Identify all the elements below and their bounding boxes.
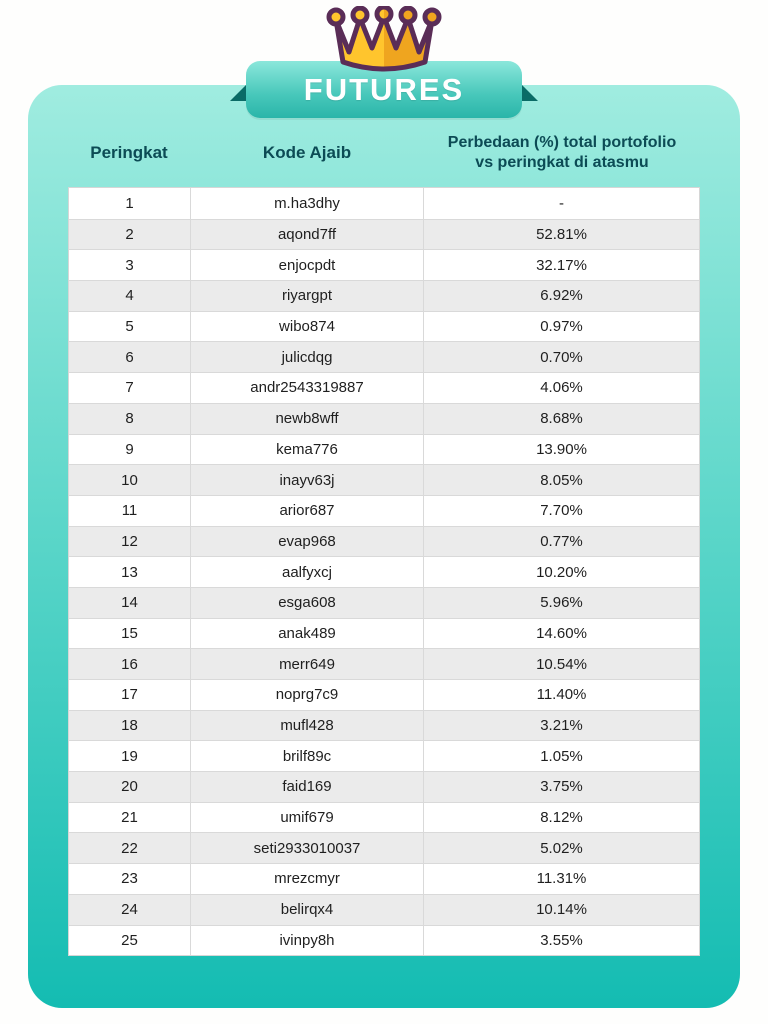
code-cell: wibo874 [190,312,423,342]
code-cell: anak489 [190,619,423,649]
code-cell: arior687 [190,496,423,526]
rank-cell: 22 [121,839,138,857]
rank-cell: 25 [121,931,138,949]
table-row [69,894,699,925]
rank-cell: 3 [125,256,134,274]
table-row [69,403,699,434]
code-cell: andr2543319887 [190,373,423,403]
table-row [69,311,699,342]
table-row [69,648,699,679]
diff-cell: 8.68% [423,404,699,434]
diff-cell: 0.70% [423,342,699,372]
table-row [69,587,699,618]
rank-cell: 18 [121,717,138,735]
diff-cell: 11.31% [423,864,699,894]
rank-cell: 2 [125,226,134,244]
table-row [69,188,699,219]
table-header-diff-line1: Perbedaan (%) total portofolio [447,134,677,151]
diff-cell: 14.60% [423,619,699,649]
table-row [69,925,699,956]
table-row [69,372,699,403]
table-row [69,495,699,526]
leaderboard-card [28,85,740,1008]
table-header-code: Kode Ajaib [262,143,352,163]
table-header-diff-line2: vs peringkat di atasmu [475,154,649,171]
leaderboard-table [68,187,700,956]
table-row [69,771,699,802]
rank-cell: 16 [121,655,138,673]
rank-cell: 7 [125,379,134,397]
code-cell: umif679 [190,803,423,833]
diff-cell: 13.90% [423,435,699,465]
diff-cell: 1.05% [423,741,699,771]
rank-cell: 15 [121,624,138,642]
table-row [69,556,699,587]
table-row [69,710,699,741]
code-cell: noprg7c9 [190,680,423,710]
rank-cell: 12 [121,532,138,550]
code-cell: riyargpt [190,281,423,311]
table-header-diff [424,133,700,173]
diff-cell: 10.14% [423,895,699,925]
diff-cell: 32.17% [423,250,699,280]
code-cell: kema776 [190,435,423,465]
table-header [68,123,700,183]
table-row [69,526,699,557]
rank-cell: 10 [121,471,138,489]
rank-cell: 13 [121,563,138,581]
code-cell: merr649 [190,649,423,679]
crown-icon [321,6,447,78]
code-cell: faid169 [190,772,423,802]
table-row [69,679,699,710]
table-row [69,740,699,771]
diff-cell: - [423,188,699,219]
table-row [69,280,699,311]
diff-cell: 5.02% [423,833,699,863]
table-row [69,802,699,833]
rank-cell: 1 [125,194,134,212]
code-cell: mrezcmyr [190,864,423,894]
table-row [69,618,699,649]
rank-cell: 20 [121,778,138,796]
rank-cell: 19 [121,747,138,765]
code-cell: newb8wff [190,404,423,434]
code-cell: enjocpdt [190,250,423,280]
table-row [69,863,699,894]
diff-cell: 8.05% [423,465,699,495]
rank-cell: 24 [121,901,138,919]
code-cell: evap968 [190,527,423,557]
code-cell: brilf89c [190,741,423,771]
rank-cell: 17 [121,686,138,704]
diff-cell: 11.40% [423,680,699,710]
code-cell: m.ha3dhy [190,188,423,219]
code-cell: inayv63j [190,465,423,495]
diff-cell: 0.97% [423,312,699,342]
code-cell: belirqx4 [190,895,423,925]
diff-cell: 3.21% [423,711,699,741]
diff-cell: 7.70% [423,496,699,526]
rank-cell: 9 [125,440,134,458]
table-header-rank: Peringkat [90,143,168,163]
table-row [69,464,699,495]
diff-cell: 4.06% [423,373,699,403]
table-row [69,249,699,280]
banner-title: FUTURES [303,71,465,107]
code-cell: aalfyxcj [190,557,423,587]
diff-cell: 6.92% [423,281,699,311]
diff-cell: 8.12% [423,803,699,833]
diff-cell: 10.54% [423,649,699,679]
rank-cell: 4 [125,287,134,305]
table-row [69,434,699,465]
rank-cell: 5 [125,318,134,336]
code-cell: seti2933010037 [190,833,423,863]
diff-cell: 52.81% [423,220,699,250]
diff-cell: 0.77% [423,527,699,557]
table-row [69,219,699,250]
code-cell: ivinpy8h [190,926,423,956]
rank-cell: 14 [121,594,138,612]
code-cell: aqond7ff [190,220,423,250]
code-cell: julicdqg [190,342,423,372]
table-row [69,341,699,372]
table-row [69,832,699,863]
diff-cell: 5.96% [423,588,699,618]
code-cell: esga608 [190,588,423,618]
diff-cell: 3.55% [423,926,699,956]
rank-cell: 23 [121,870,138,888]
diff-cell: 3.75% [423,772,699,802]
code-cell: mufl428 [190,711,423,741]
rank-cell: 11 [121,502,138,520]
diff-cell: 10.20% [423,557,699,587]
rank-cell: 21 [121,809,138,827]
rank-cell: 6 [125,348,134,366]
rank-cell: 8 [125,410,134,428]
